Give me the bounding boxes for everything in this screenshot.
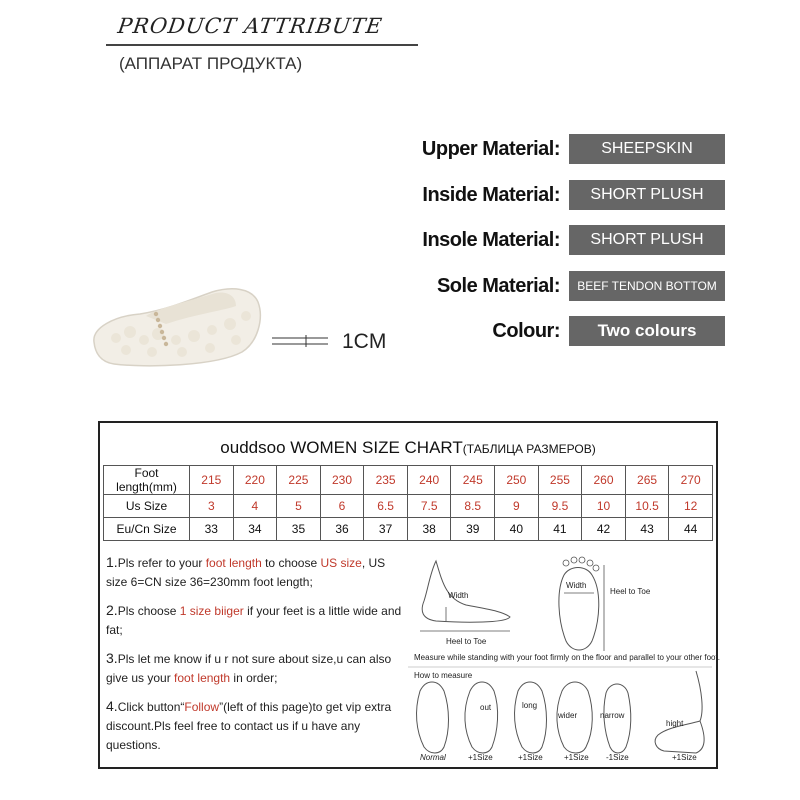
attribute-row-upper [300,134,730,168]
size-table-cell: 7.5 [407,495,451,518]
guide-caption: +1Size [518,753,543,762]
guide-caption: +1Size [564,753,589,762]
instruction-text: Pls choose [117,604,180,618]
instruction-text: , US size 6=CN size 36=230mm foot length; [106,556,386,589]
attribute-label: Inside Material: [422,184,560,206]
guide-heel-to-toe-label: Heel to Toe [446,637,487,646]
attribute-label: Sole Material: [436,275,560,297]
size-table-cell: 41 [538,518,582,541]
guide-hight-label: hight [666,719,684,728]
size-table-cell: 245 [451,466,495,495]
instruction-text: in order; [230,671,278,685]
size-table-cell: 12 [669,495,713,518]
size-table-cell: 37 [364,518,408,541]
size-table-row [104,495,713,518]
size-table-cell: 10 [582,495,626,518]
guide-out-label: out [480,703,492,712]
instruction-text: ”(left of this page)to get vip extra discount.Pls feel free to contact us if u have any questions. [106,700,392,752]
measure-guide [406,551,720,765]
instruction-highlight: Follow [184,700,220,714]
guide-width-label: Width [448,591,469,600]
header-subtitle: (АППАРАТ ПРОДУКТА) [119,54,303,73]
attribute-row-insole [300,225,730,259]
size-table-cell: 220 [233,466,277,495]
size-table-cell: 260 [582,466,626,495]
attribute-value: SHORT PLUSH [569,225,725,255]
size-table-row-head: Foot length(mm) [104,466,190,495]
guide-measure-note: Measure while standing with your foot firmly on the floor and parallel to your other foot. [414,653,720,662]
guide-width-label-2: Width [566,581,587,590]
instruction-text: Pls refer to your [117,556,206,570]
instruction-1 [106,553,402,592]
instruction-4 [106,697,402,755]
size-table-cell: 43 [625,518,669,541]
instruction-text: if your feet is a little wide and fat; [106,604,402,637]
header-underline [106,44,418,46]
size-table-cell: 40 [495,518,539,541]
instruction-number: 3. [106,650,118,666]
instruction-number: 1. [106,554,118,570]
instruction-text: Pls let me know if u r not sure about size,u can also give us your [106,652,392,685]
instruction-2 [106,601,402,640]
size-table-cell: 6 [320,495,364,518]
instruction-3 [106,649,402,688]
instruction-text: to choose [261,556,321,570]
size-table-cell: 235 [364,466,408,495]
size-table-cell: 8.5 [451,495,495,518]
size-table-cell: 44 [669,518,713,541]
size-table-cell: 35 [277,518,321,541]
attribute-value: Two colours [569,316,725,346]
size-chart-title [100,438,716,458]
attribute-label: Colour: [492,320,560,342]
size-table-cell: 42 [582,518,626,541]
guide-caption: +1Size [468,753,493,762]
size-table-cell: 10.5 [625,495,669,518]
scale-label: 1CM [342,330,387,353]
size-chart [98,421,718,769]
scale-bar-icon [270,333,330,349]
guide-caption: Normal [420,753,446,762]
size-table-cell: 38 [407,518,451,541]
attribute-value: BEEF TENDON BOTTOM [569,271,725,301]
size-table-row [104,518,713,541]
instruction-text: Click button“ [117,700,185,714]
size-table-cell: 33 [190,518,234,541]
size-table-cell: 4 [233,495,277,518]
instruction-highlight: US size [320,556,362,570]
attribute-label: Insole Material: [422,229,560,251]
size-table-cell: 240 [407,466,451,495]
instruction-highlight: 1 size biiger [179,604,244,618]
size-table-cell: 36 [320,518,364,541]
size-table-cell: 3 [190,495,234,518]
instructions [106,553,402,764]
size-table-cell: 250 [495,466,539,495]
size-chart-title-ru: (ТАБЛИЦА РАЗМЕРОВ) [462,442,596,456]
guide-how-to-measure: How to measure [414,671,473,680]
guide-caption: -1Size [606,753,629,762]
attribute-label: Upper Material: [421,138,560,160]
size-table [103,465,713,541]
attribute-row-sole [300,271,730,305]
size-table-row-head: Eu/Cn Size [104,518,190,541]
size-table-cell: 34 [233,518,277,541]
size-table-cell: 230 [320,466,364,495]
size-table-cell: 215 [190,466,234,495]
guide-heel-to-toe-label-2: Heel to Toe [610,587,651,596]
size-table-cell: 270 [669,466,713,495]
attribute-row-inside [300,180,730,214]
size-table-cell: 6.5 [364,495,408,518]
size-table-cell: 5 [277,495,321,518]
header-title: PRODUCT ATTRIBUTE [116,14,385,38]
size-table-cell: 265 [625,466,669,495]
size-table-cell: 39 [451,518,495,541]
attribute-value: SHORT PLUSH [569,180,725,210]
shoe-image [86,280,266,370]
guide-caption: +1Size [672,753,697,762]
size-table-row-head: Us Size [104,495,190,518]
size-table-cell: 255 [538,466,582,495]
guide-long-label: long [522,701,538,710]
instruction-number: 2. [106,602,118,618]
size-table-cell: 9.5 [538,495,582,518]
guide-narrow-label: narrow [600,711,625,720]
instruction-highlight: foot length [174,671,231,685]
guide-wider-label: wider [558,711,578,720]
size-table-cell: 9 [495,495,539,518]
instruction-highlight: foot length [205,556,262,570]
instruction-number: 4. [106,698,118,714]
size-table-cell: 225 [277,466,321,495]
size-table-row [104,466,713,495]
attribute-value: SHEEPSKIN [569,134,725,164]
size-chart-title-text: ouddsoo WOMEN SIZE CHART [220,438,463,457]
